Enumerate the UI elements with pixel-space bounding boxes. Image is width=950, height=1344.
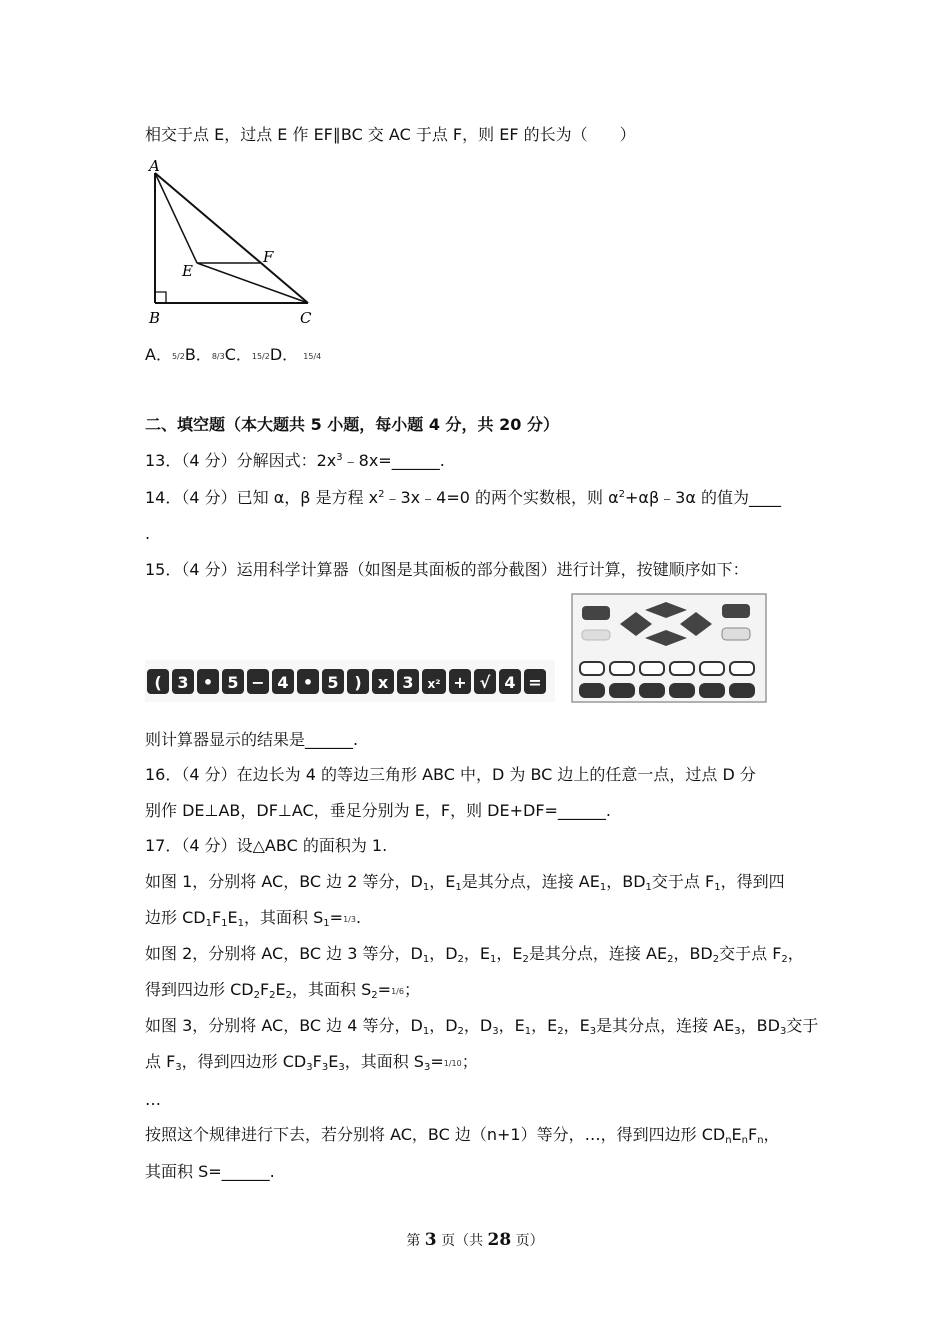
panel-key-9 — [670, 684, 694, 697]
t24: 点 F — [145, 1052, 176, 1071]
panel-key-3 — [670, 662, 694, 675]
t10: ，其面积 S — [244, 908, 324, 927]
t6: ，得到四 — [720, 872, 785, 891]
panel-key-11 — [730, 684, 754, 697]
t11: = — [329, 908, 344, 927]
q17-last-line1: 按照这个规律进行下去，若分别将 AC，BC 边（n+1）等分，…，得到四边形 $CD_nE_nF_n$， — [145, 1125, 780, 1146]
t13: ，D — [429, 944, 458, 963]
key-12-label: + — [453, 673, 467, 692]
panel-key-0 — [580, 662, 604, 675]
key-11-label: x² — [427, 677, 441, 691]
q17-fig1-line2: 边形 $CD_1F_1E_1$，其面积 $S_1=1/3$. — [145, 908, 362, 929]
key-0-label: ( — [154, 673, 162, 692]
t12: 如图 2，分别将 AC，BC 边 3 等分，D — [145, 944, 423, 963]
panel-key-onac — [722, 604, 750, 618]
option-c: C． — [224, 345, 252, 364]
segment-ec — [197, 263, 308, 303]
t27: E — [731, 1125, 742, 1144]
panel-key-mode — [722, 628, 750, 640]
footer-mid: 页（共 — [441, 1233, 484, 1249]
t5: 交于点 F — [651, 872, 715, 891]
panel-key-10 — [700, 684, 724, 697]
s2-value: 1/6 — [391, 987, 404, 996]
q16-line1: 16．（4 分）在边长为 4 的等边三角形 ABC 中，D 为 BC 边上的任意一点，过点 D 分 — [145, 765, 756, 784]
panel-key-5 — [730, 662, 754, 675]
t25: ，得到四边形 CD — [181, 1052, 307, 1071]
s1-value: 1/3 — [343, 915, 356, 924]
option-a: A． — [145, 345, 172, 364]
key-2-label: • — [202, 673, 214, 692]
panel-key-7 — [610, 684, 634, 697]
key-8-label: ) — [354, 673, 362, 692]
key-1-label: 3 — [177, 673, 189, 692]
q14-line2: . — [145, 524, 151, 543]
key-5-label: 4 — [277, 673, 289, 692]
footer-total-pages: 28 — [487, 1230, 512, 1250]
option-d-value: 15/4 — [303, 352, 322, 361]
key-4-label: − — [251, 673, 265, 692]
option-c-value: 15/2 — [251, 352, 270, 361]
t19: 得到四边形 CD — [145, 980, 254, 999]
panel-key-1 — [610, 662, 634, 675]
panel-key-8 — [640, 684, 664, 697]
calculator-panel-figure — [570, 592, 768, 704]
q17-last-line2: 其面积 S=______. — [145, 1162, 275, 1181]
label-f: F — [263, 248, 274, 266]
key-3-label: 5 — [227, 673, 239, 692]
q17-fig3-line2: 点 $F_3$，得到四边形 $CD_3F_3E_3$，其面积 $S_3=1/10$； — [145, 1052, 478, 1073]
t17: ，BD — [673, 944, 713, 963]
t20: ，其面积 S — [292, 980, 372, 999]
option-d: D． — [269, 345, 299, 364]
q13-exponent: 3 — [336, 452, 343, 463]
t1: 如图 1，分别将 AC，BC 边 2 等分，D — [145, 872, 423, 891]
t28: F — [747, 1125, 758, 1144]
q12-options — [145, 345, 321, 367]
section-heading: 二、填空题（本大题共 5 小题，每小题 4 分，共 20 分） — [145, 415, 559, 434]
q16-line2: 别作 DE⊥AB，DF⊥AC，垂足分别为 E，F，则 DE+DF=______. — [145, 801, 612, 820]
t18: 交于点 F — [719, 944, 782, 963]
q17-fig3-line1: 如图 3，分别将 AC，BC 边 4 等分，$D_1$，$D_2$，$D_3$，$E_1$，$E_2$，$E_3$是其分点，连接 $AE_3$，$BD_3$交于 — [145, 1016, 819, 1037]
q17-fig2-line2: 得到四边形 $CD_2F_2E_2$，其面积 $S_2=1/6$； — [145, 980, 420, 1001]
label-e: E — [182, 262, 193, 280]
q14-part2: ﹣3x﹣4=0 的两个实数根，则 α — [384, 488, 619, 507]
t26: 按照这个规律进行下去，若分别将 AC，BC 边（n+1）等分，…，得到四边形 CD — [145, 1125, 726, 1144]
q14-part1: 14．（4 分）已知 α，β 是方程 x — [145, 488, 379, 507]
panel-key-6 — [580, 684, 604, 697]
option-b-value: 8/3 — [211, 352, 225, 361]
label-c: C — [300, 309, 312, 327]
t9: E — [227, 908, 238, 927]
key-7-label: 5 — [327, 673, 339, 692]
q13-prefix: 13．（4 分）分解因式：2x — [145, 451, 337, 470]
t21: 如图 3，分别将 AC，BC 边 4 等分，D — [145, 1016, 423, 1035]
key-13-label: √ — [479, 673, 491, 692]
q14-exp1: 2 — [378, 489, 385, 500]
panel-key-4 — [700, 662, 724, 675]
option-b: B． — [184, 345, 212, 364]
t8: F — [211, 908, 222, 927]
t4: ，BD — [606, 872, 646, 891]
right-angle-mark — [155, 292, 166, 303]
q14-part3: +αβ﹣3α 的值为____ — [625, 488, 781, 507]
key-10-label: 3 — [402, 673, 414, 692]
page-footer — [0, 1230, 950, 1250]
q12-text: 相交于点 E，过点 E 作 EF∥BC 交 AC 于点 F，则 EF 的长为（ ） — [145, 125, 636, 144]
key-6-label: • — [302, 673, 314, 692]
footer-post: 页） — [515, 1233, 544, 1249]
footer-pre: 第 — [406, 1233, 421, 1249]
panel-key-blank — [582, 630, 610, 640]
triangle-figure — [140, 155, 330, 330]
q17-ellipsis: … — [145, 1090, 161, 1109]
edge-ac — [155, 173, 308, 303]
q13-suffix: ﹣8x=______. — [342, 451, 445, 470]
key-9-label: x — [377, 673, 389, 692]
key-15-label: = — [528, 673, 542, 692]
t16: 是其分点，连接 AE — [528, 944, 668, 963]
t14: ，E — [463, 944, 491, 963]
segment-ae — [155, 173, 197, 263]
label-a: A — [149, 157, 160, 175]
t3: 是其分点，连接 AE — [461, 872, 600, 891]
option-a-value: 5/2 — [171, 352, 185, 361]
t2: ，E — [429, 872, 456, 891]
q17-fig2-line1: 如图 2，分别将 AC，BC 边 3 等分，$D_1$，$D_2$，$E_1$，$E_2$是其分点，连接 $AE_2$，$BD_2$交于点 $F_2$， — [145, 944, 804, 965]
t7: 边形 CD — [145, 908, 206, 927]
key-sequence-figure — [145, 660, 555, 702]
q15-result: 则计算器显示的结果是______. — [145, 730, 359, 749]
q13 — [145, 451, 445, 471]
t22: 是其分点，连接 AE — [596, 1016, 735, 1035]
panel-key-shift — [582, 606, 610, 620]
s3-value: 1/10 — [443, 1059, 462, 1068]
key-14-label: 4 — [504, 673, 516, 692]
q17-fig1-line1: 如图 1，分别将 AC，BC 边 2 等分，$D_1$，$E_1$是其分点，连接 $AE_1$，$BD_1$交于点 $F_1$，得到四 — [145, 872, 785, 893]
t23: 交于 — [786, 1016, 819, 1035]
t15: ，E — [496, 944, 523, 963]
q17-line1: 17．（4 分）设△ABC 的面积为 1. — [145, 836, 388, 855]
q15-line1: 15．（4 分）运用科学计算器（如图是其面板的部分截图）进行计算，按键顺序如下： — [145, 560, 749, 579]
q14-exp2: 2 — [618, 489, 626, 500]
t29: ， — [763, 1125, 780, 1144]
label-b: B — [149, 309, 161, 327]
footer-page-number: 3 — [424, 1230, 437, 1250]
q14 — [145, 488, 781, 508]
panel-key-2 — [640, 662, 664, 675]
